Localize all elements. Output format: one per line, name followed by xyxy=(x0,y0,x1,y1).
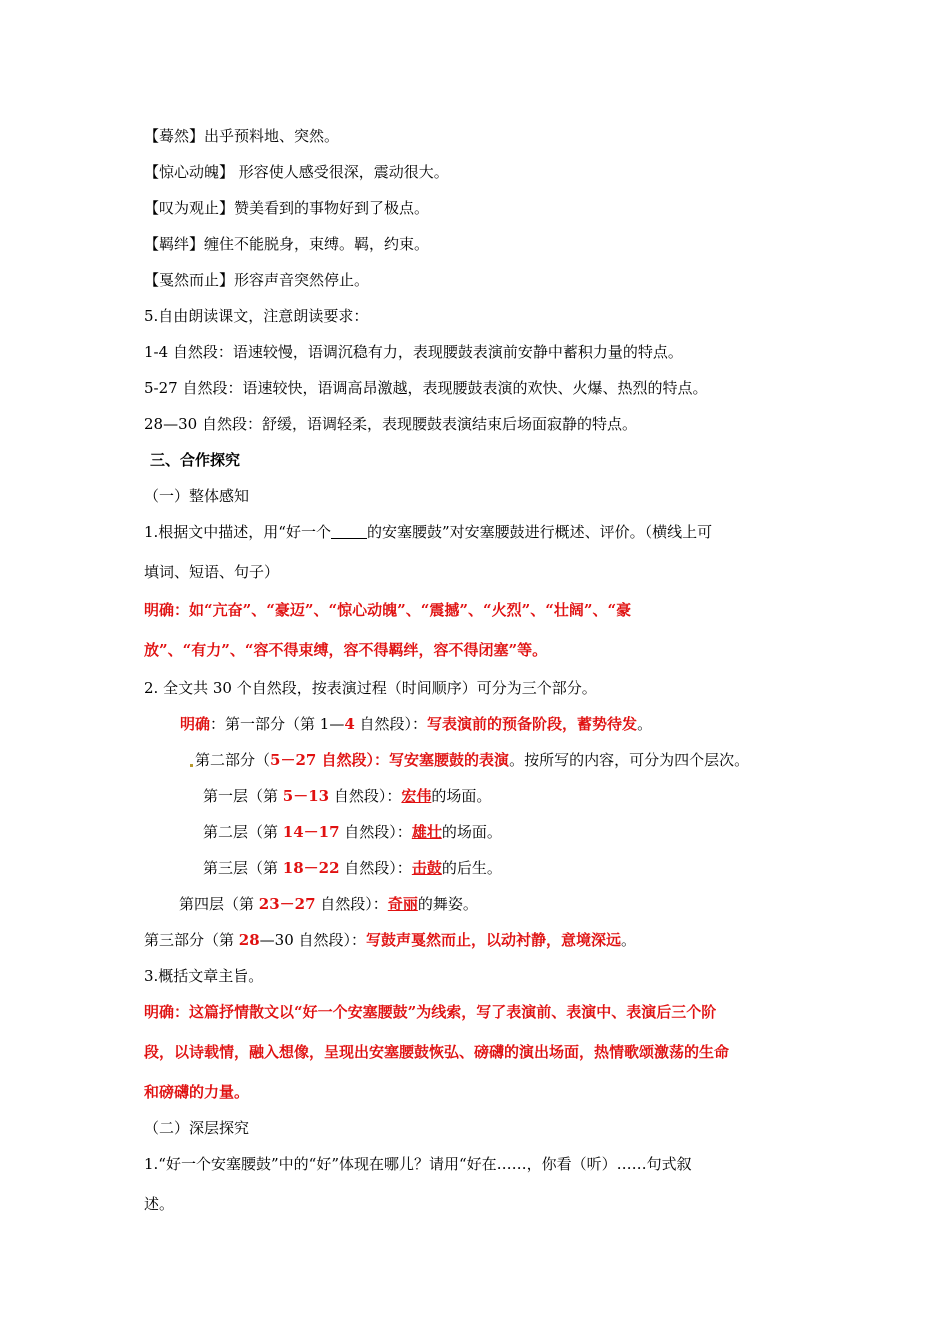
vocab-line: 【羁绊】缠住不能脱身，束缚。羁，约束。 xyxy=(144,235,430,253)
reading-item: 5-27 自然段：语速较快，语调高昂激越，表现腰鼓表演的欢快、火爆、热烈的特点。 xyxy=(144,379,708,397)
part-1-line: 明确：第一部分（第 1—4 自然段）：写表演前的预备阶段，蓄势待发。 xyxy=(180,715,653,733)
vocab-line: 【戛然而止】形容声音突然停止。 xyxy=(144,271,370,289)
answer-3-cont: 和磅礴的力量。 xyxy=(144,1083,250,1101)
marker-dot xyxy=(190,764,193,767)
question-2: 2. 全文共 30 个自然段，按表演过程（时间顺序）可分为三个部分。 xyxy=(144,679,597,697)
reading-heading: 5.自由朗读课文，注意朗读要求： xyxy=(144,307,369,325)
question-1-cont: 填词、短语、句子） xyxy=(144,563,280,581)
section-title: 三、合作探究 xyxy=(150,451,241,469)
answer-1-cont: 放”、“有力”、“容不得束缚，容不得羁绊，容不得闭塞”等。 xyxy=(144,641,548,659)
part-2-line: 第二部分（5－27 自然段）：写安塞腰鼓的表演。按所写的内容，可分为四个层次。 xyxy=(190,750,749,770)
deep-question-1-cont: 述。 xyxy=(144,1195,175,1213)
layer-line: 第一层（第 5－13 自然段）：宏伟的场面。 xyxy=(203,787,492,805)
answer-3: 明确：这篇抒情散文以“好一个安塞腰鼓”为线索，写了表演前、表演中、表演后三个阶 xyxy=(144,1003,717,1021)
vocab-line: 【惊心动魄】 形容使人感受很深，震动很大。 xyxy=(144,163,449,181)
deep-question-1: 1.“好一个安塞腰鼓”中的“好”体现在哪儿？请用“好在……，你看（听）……句式叙 xyxy=(144,1155,692,1173)
vocab-line: 【叹为观止】赞美看到的事物好到了极点。 xyxy=(144,199,430,217)
reading-item: 28—30 自然段：舒缓，语调轻柔，表现腰鼓表演结束后场面寂静的特点。 xyxy=(144,415,637,433)
question-1: 1.根据文中描述，用“好一个 的安塞腰鼓”对安塞腰鼓进行概述、评价。（横线上可 xyxy=(144,523,713,541)
reading-item: 1-4 自然段：语速较慢，语调沉稳有力，表现腰鼓表演前安静中蓄积力量的特点。 xyxy=(144,343,683,361)
layer-line: 第四层（第 23－27 自然段）：奇丽的舞姿。 xyxy=(179,895,478,913)
answer-1: 明确：如“亢奋”、“豪迈”、“惊心动魄”、“震撼”、“火烈”、“壮阔”、“豪 xyxy=(144,601,632,619)
layer-line: 第二层（第 14－17 自然段）：雄壮的场面。 xyxy=(203,823,502,841)
vocab-line: 【蓦然】出乎预料地、突然。 xyxy=(144,127,340,145)
answer-3-cont: 段，以诗载情，融入想像，呈现出安塞腰鼓恢弘、磅礴的演出场面，热情歌颂激荡的生命 xyxy=(144,1043,730,1061)
fill-blank xyxy=(331,524,367,539)
subsection-title: （二）深层探究 xyxy=(144,1119,250,1137)
subsection-title: （一）整体感知 xyxy=(144,487,250,505)
part-3-line: 第三部分（第 28—30 自然段）：写鼓声戛然而止，以动衬静，意境深远。 xyxy=(144,931,637,949)
layer-line: 第三层（第 18－22 自然段）：击鼓的后生。 xyxy=(203,859,502,877)
question-3: 3.概括文章主旨。 xyxy=(144,967,264,985)
